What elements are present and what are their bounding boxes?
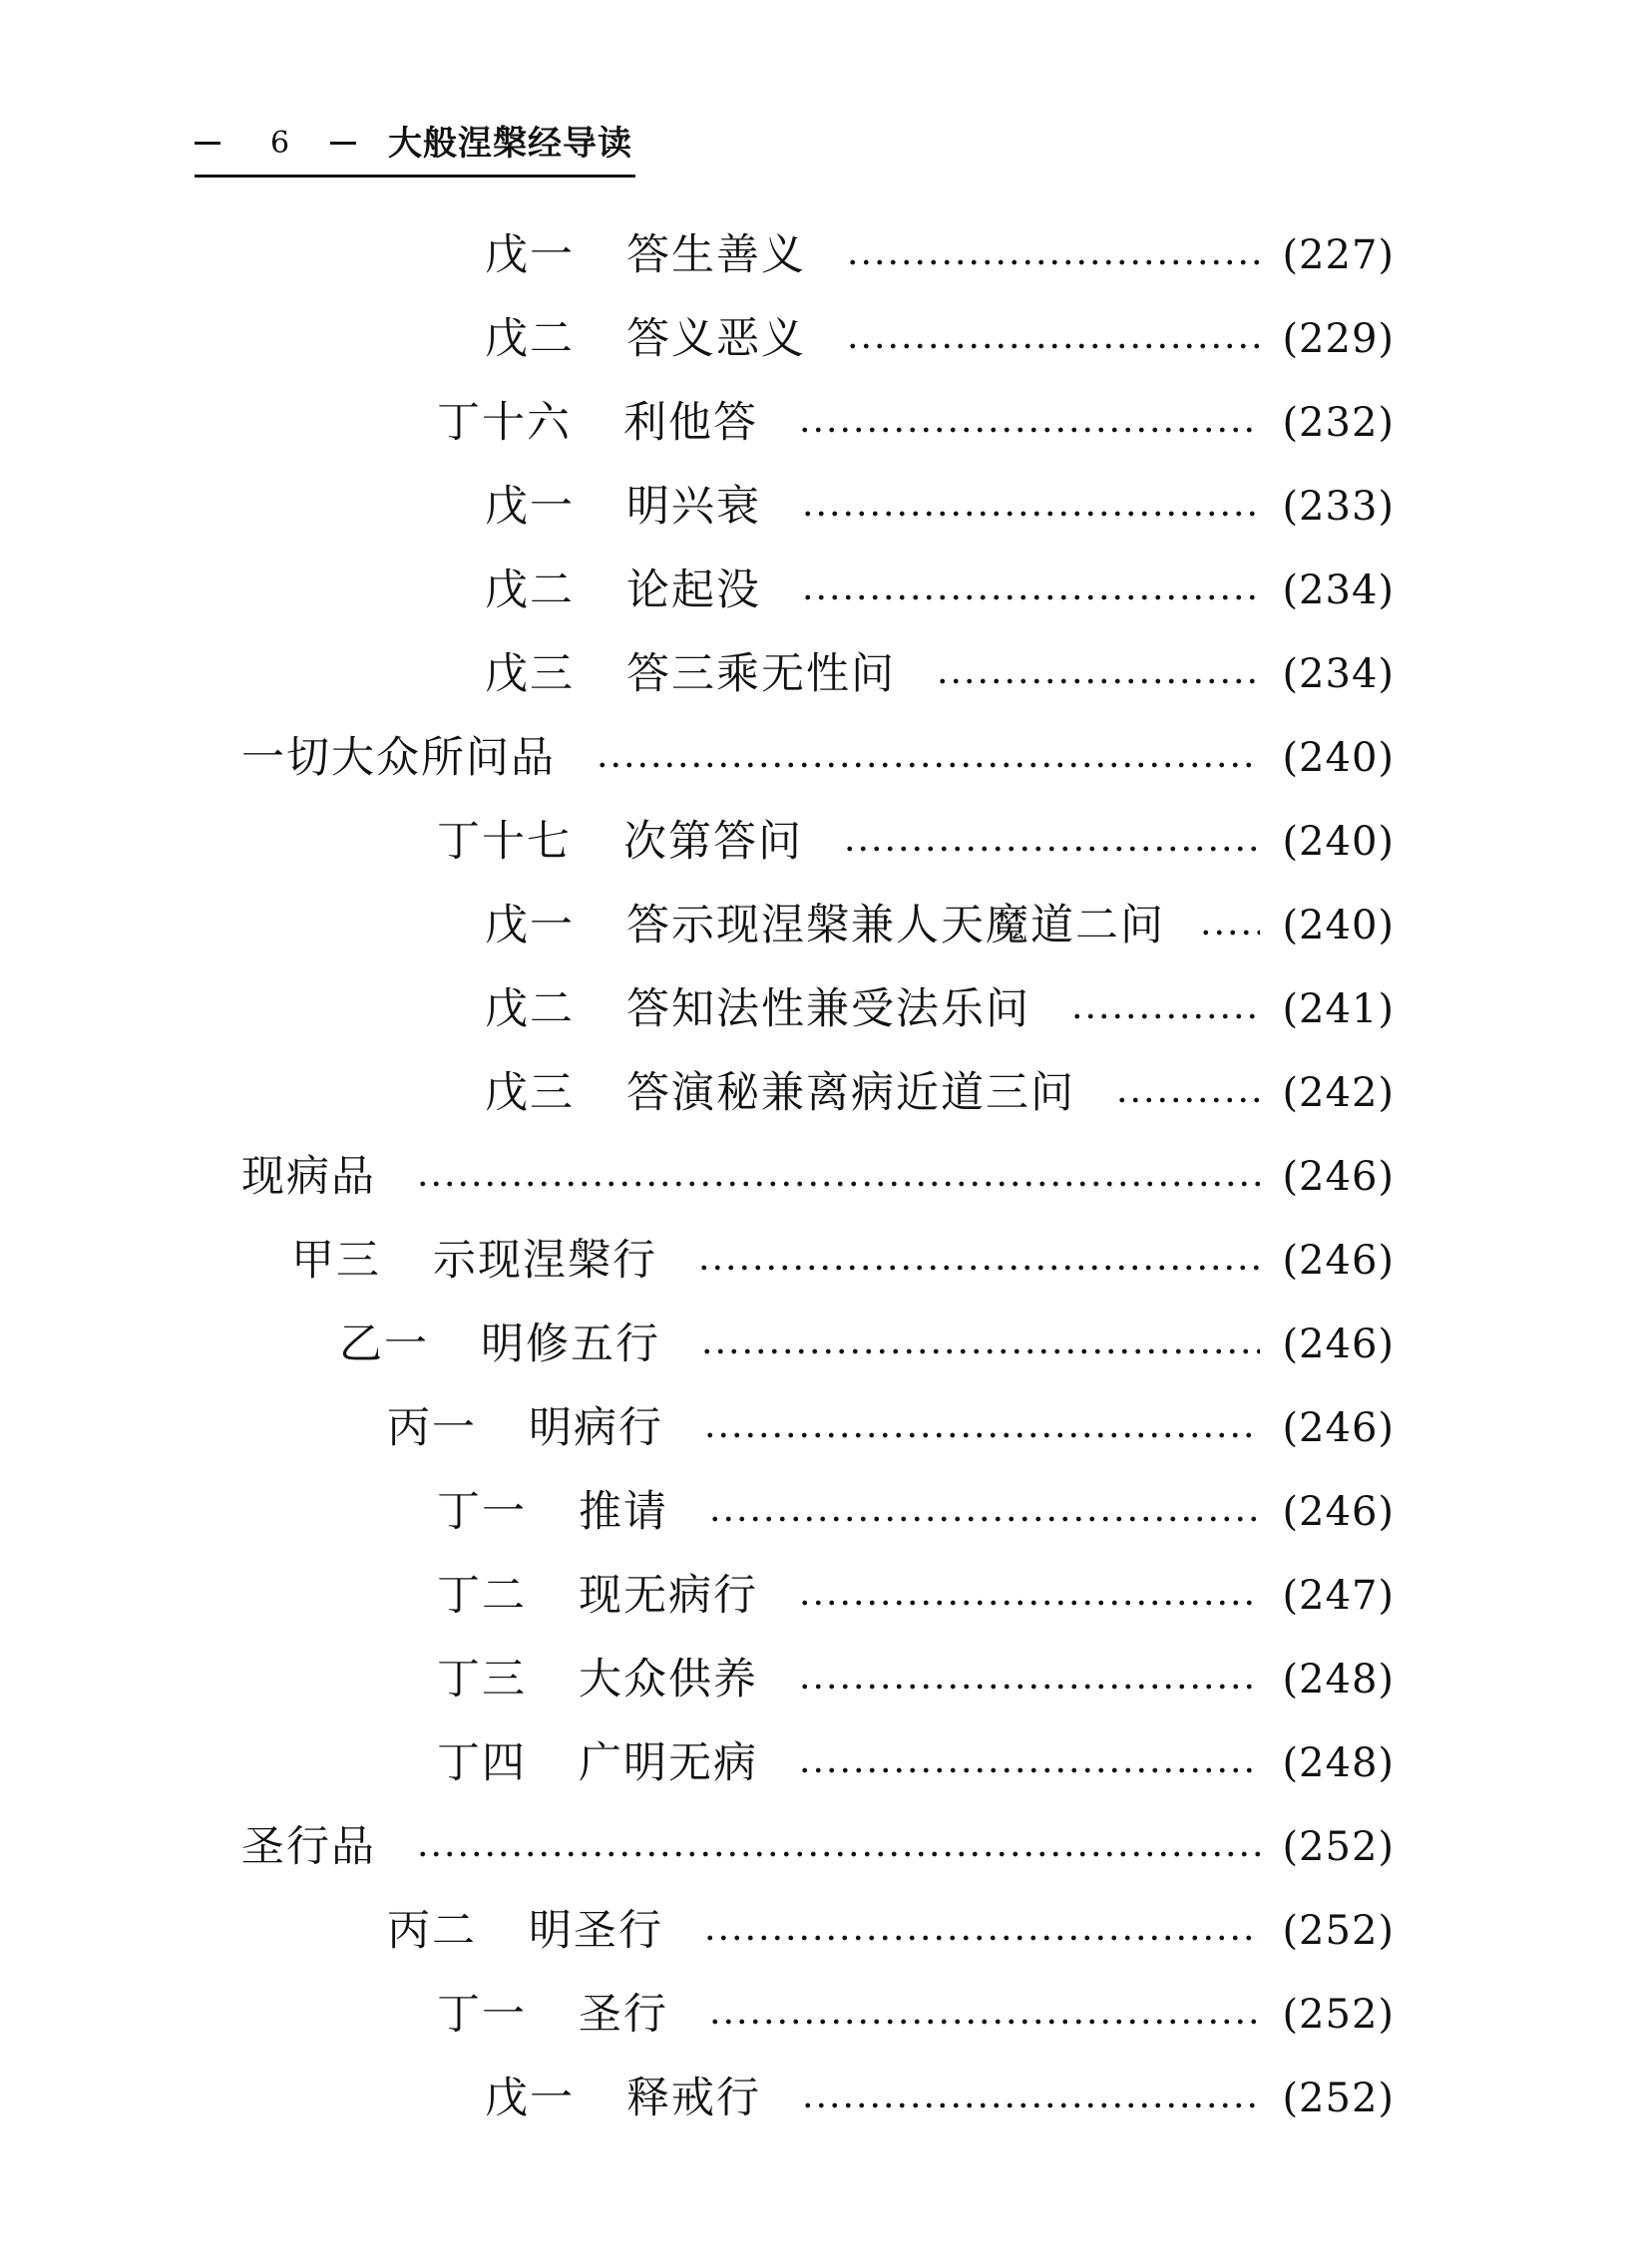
toc-entry-page: (229) bbox=[1282, 316, 1395, 362]
toc-entry-label bbox=[485, 977, 1030, 1041]
toc-entry-page: (240) bbox=[1282, 819, 1395, 865]
toc-entry bbox=[485, 977, 1395, 1041]
toc-entry-label bbox=[437, 391, 758, 455]
toc-entry-page: (246) bbox=[1282, 1238, 1395, 1284]
toc-entry bbox=[485, 642, 1395, 706]
toc-entry-page: (252) bbox=[1282, 1992, 1395, 2038]
toc-entry-label bbox=[387, 1899, 663, 1963]
toc-entry-page: (240) bbox=[1282, 903, 1395, 948]
toc-entry-code: 丁十六 bbox=[437, 398, 572, 448]
toc-entry bbox=[485, 307, 1395, 371]
toc-entry bbox=[437, 1480, 1395, 1544]
toc-entry-label bbox=[437, 1480, 668, 1544]
toc-entry bbox=[485, 1061, 1395, 1125]
toc-entry-page: (252) bbox=[1282, 2076, 1395, 2121]
toc-entry-label bbox=[339, 1313, 660, 1376]
toc-entry bbox=[387, 1396, 1395, 1460]
toc-entry-label bbox=[485, 307, 806, 371]
dot-leader bbox=[801, 511, 1260, 517]
toc-entry-title: 圣行 bbox=[579, 1990, 668, 2040]
toc-entry-title: 明兴衰 bbox=[626, 482, 761, 532]
toc-entry-label bbox=[241, 726, 556, 790]
toc-entry bbox=[437, 1731, 1395, 1795]
dot-leader bbox=[846, 343, 1260, 349]
dot-leader bbox=[703, 1935, 1260, 1941]
toc-entry-code: 戊三 bbox=[485, 1068, 575, 1118]
toc-entry bbox=[437, 1564, 1395, 1628]
toc-entry-title: 圣行品 bbox=[241, 1822, 376, 1872]
toc-entry-title: 利他答 bbox=[623, 398, 758, 448]
toc-entry-title: 答示现涅槃兼人天魔道二问 bbox=[626, 901, 1165, 950]
toc-entry-code: 丙二 bbox=[387, 1906, 477, 1956]
toc-entry-code: 戊三 bbox=[485, 649, 575, 699]
toc-entry-code: 乙一 bbox=[339, 1320, 429, 1369]
toc-entry-code: 丁一 bbox=[437, 1487, 527, 1537]
dot-leader bbox=[1070, 1013, 1260, 1019]
toc-entry-code: 丁一 bbox=[437, 1990, 527, 2040]
dot-leader bbox=[708, 1516, 1260, 1522]
toc-entry-page: (242) bbox=[1282, 1070, 1395, 1116]
dot-leader bbox=[843, 846, 1260, 852]
toc-entry-title: 次第答问 bbox=[623, 817, 803, 867]
toc-entry-page: (252) bbox=[1282, 1824, 1395, 1870]
toc-entry-page: (232) bbox=[1282, 400, 1395, 446]
toc-entry-page: (233) bbox=[1282, 484, 1395, 530]
toc-entry-code: 戊一 bbox=[485, 230, 575, 280]
dot-leader bbox=[416, 1851, 1260, 1857]
toc-entry-page: (252) bbox=[1282, 1908, 1395, 1954]
toc-entry-code: 戊二 bbox=[485, 566, 575, 615]
dot-leader bbox=[596, 762, 1260, 768]
toc-entry-label bbox=[437, 1648, 758, 1711]
toc-entry-label bbox=[437, 1983, 668, 2047]
toc-entry-code: 甲三 bbox=[291, 1236, 381, 1286]
dot-leader bbox=[936, 678, 1260, 684]
toc-entry bbox=[437, 391, 1395, 455]
dot-leader bbox=[708, 2019, 1260, 2025]
toc-entry-page: (246) bbox=[1282, 1322, 1395, 1367]
toc-entry-title: 答义恶义 bbox=[626, 314, 806, 364]
toc-entry-label bbox=[437, 810, 803, 874]
toc-entry bbox=[387, 1899, 1395, 1963]
toc-entry-label bbox=[241, 1145, 376, 1209]
toc-entry-code: 戊二 bbox=[485, 314, 575, 364]
toc-entry-label bbox=[485, 223, 806, 287]
toc-entry-title: 广明无病 bbox=[579, 1738, 758, 1788]
toc-entry-label bbox=[485, 475, 761, 539]
dot-leader bbox=[798, 1684, 1260, 1690]
toc-entry bbox=[485, 2067, 1395, 2130]
toc-entry bbox=[241, 1815, 1395, 1879]
toc-entry-page: (248) bbox=[1282, 1740, 1395, 1786]
dot-leader bbox=[1199, 930, 1260, 936]
toc-entry-page: (247) bbox=[1282, 1573, 1395, 1619]
toc-entry-label bbox=[485, 559, 761, 622]
toc-entry-title: 明修五行 bbox=[481, 1320, 660, 1369]
dot-leader bbox=[801, 2102, 1260, 2108]
dot-leader bbox=[697, 1265, 1260, 1271]
toc-entry-label bbox=[485, 2067, 761, 2130]
toc-entry-title: 示现涅槃行 bbox=[433, 1236, 657, 1286]
dot-leader bbox=[798, 1767, 1260, 1773]
toc-entry-title: 明圣行 bbox=[529, 1906, 663, 1956]
toc-entry-code: 丁二 bbox=[437, 1571, 527, 1621]
toc-entry-page: (246) bbox=[1282, 1489, 1395, 1535]
dot-leader bbox=[416, 1181, 1260, 1187]
toc-entry bbox=[485, 559, 1395, 622]
toc-entry bbox=[485, 475, 1395, 539]
dot-leader bbox=[846, 259, 1260, 265]
toc-entry-page: (246) bbox=[1282, 1154, 1395, 1200]
toc-entry-page: (241) bbox=[1282, 986, 1395, 1032]
toc-entry-page: (234) bbox=[1282, 651, 1395, 697]
dot-leader bbox=[798, 427, 1260, 433]
toc-entry-code: 戊二 bbox=[485, 984, 575, 1034]
toc-entry bbox=[437, 1983, 1395, 2047]
toc-entry-code: 丙一 bbox=[387, 1403, 477, 1453]
toc-entry bbox=[437, 1648, 1395, 1711]
toc-entry bbox=[485, 894, 1395, 957]
toc-entry bbox=[241, 1145, 1395, 1209]
toc-entry-title: 答生善义 bbox=[626, 230, 806, 280]
toc-entry bbox=[339, 1313, 1395, 1376]
toc-entry-title: 答三乘无性问 bbox=[626, 649, 896, 699]
toc-entry-title: 现无病行 bbox=[579, 1571, 758, 1621]
toc-entry-title: 答演秘兼离病近道三问 bbox=[626, 1068, 1075, 1118]
toc-entry-page: (248) bbox=[1282, 1657, 1395, 1702]
toc-entry-title: 释戒行 bbox=[626, 2074, 761, 2123]
toc-entry bbox=[485, 223, 1395, 287]
toc-entry-label bbox=[437, 1731, 758, 1795]
dot-leader bbox=[703, 1432, 1260, 1438]
dot-leader bbox=[798, 1600, 1260, 1606]
toc-entry-page: (234) bbox=[1282, 567, 1395, 613]
toc-entry-page: (240) bbox=[1282, 735, 1395, 781]
toc-entry bbox=[241, 726, 1395, 790]
dot-leader bbox=[1115, 1097, 1260, 1103]
toc-entry-code: 戊一 bbox=[485, 901, 575, 950]
toc-entry-label bbox=[485, 894, 1165, 957]
toc-entry-label bbox=[485, 1061, 1075, 1125]
dot-leader bbox=[801, 594, 1260, 600]
toc-entry-page: (246) bbox=[1282, 1405, 1395, 1451]
toc-entry bbox=[437, 810, 1395, 874]
toc-entry-title: 一切大众所问品 bbox=[241, 733, 556, 783]
toc-entry-title: 答知法性兼受法乐问 bbox=[626, 984, 1030, 1034]
toc-entry-title: 推请 bbox=[579, 1487, 668, 1537]
dot-leader bbox=[700, 1348, 1260, 1354]
toc-entry-title: 大众供养 bbox=[579, 1655, 758, 1704]
toc-entry-title: 现病品 bbox=[241, 1152, 376, 1202]
toc-entry-page: (227) bbox=[1282, 232, 1395, 278]
toc-entry-code: 戊一 bbox=[485, 2074, 575, 2123]
toc-entry-title: 明病行 bbox=[529, 1403, 663, 1453]
book-title: 大般涅槃经导读 bbox=[388, 124, 632, 164]
toc-entry-label bbox=[437, 1564, 758, 1628]
toc-entry bbox=[291, 1229, 1395, 1293]
toc-entry-label bbox=[485, 642, 896, 706]
toc-entry-label bbox=[387, 1396, 663, 1460]
toc-entry-label bbox=[241, 1815, 376, 1879]
toc-entry-code: 戊一 bbox=[485, 482, 575, 532]
toc-entry-code: 丁四 bbox=[437, 1738, 527, 1788]
page-number: 6 bbox=[270, 126, 290, 161]
toc-entry-label bbox=[291, 1229, 657, 1293]
toc-entry-code: 丁三 bbox=[437, 1655, 527, 1704]
toc-entry-title: 论起没 bbox=[626, 566, 761, 615]
toc-entry-code: 丁十七 bbox=[437, 817, 572, 867]
